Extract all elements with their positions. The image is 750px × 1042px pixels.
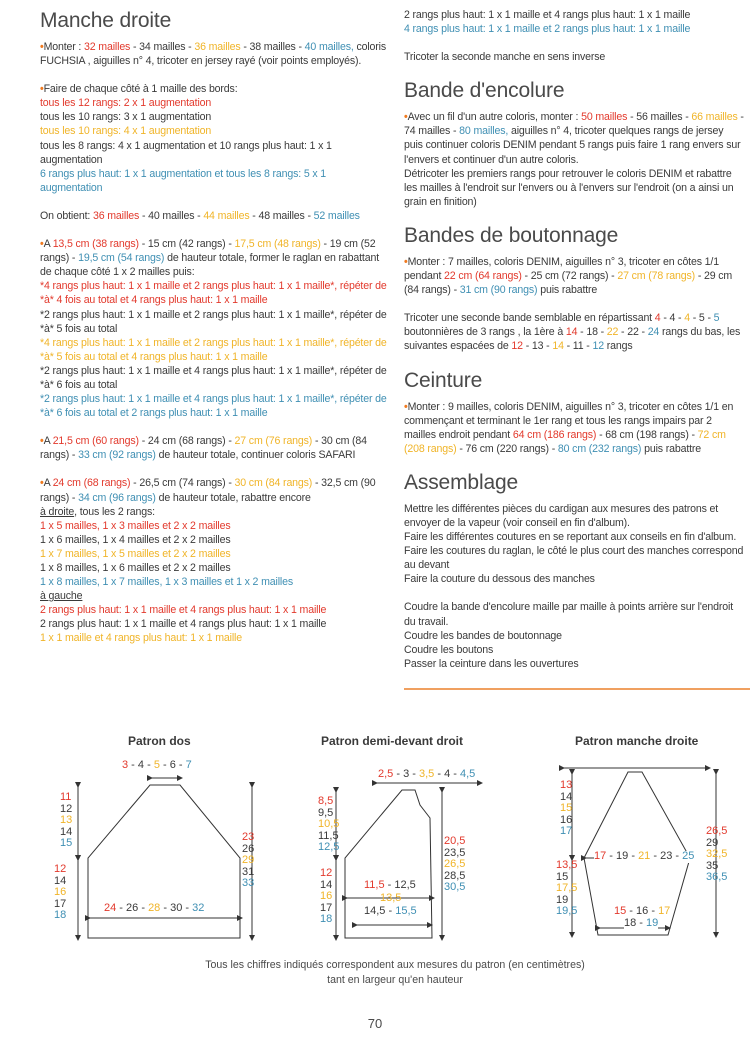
section-title-ceinture: Ceinture	[404, 368, 483, 392]
row-line: tous les 10 rangs: 3 x 1 augmentation	[40, 111, 212, 124]
boutonnage-paragraph: •Monter : 7 mailles, coloris DENIM, aiguilles n° 3, tricoter en côtes 1/1 pendant 22 cm (64 rangs) - 25 cm (72 rangs) - 27 cm (78 rangs) - 29 cm (84 rangs) - 31 cm (90 rangs) puis rabattre	[404, 255, 733, 297]
manche-left2-label: 13,5 15 17,5 19 19,5	[556, 859, 578, 917]
droite-row: 1 x 7 mailles, 1 x 5 mailles et 2 x 2 mailles	[40, 547, 231, 560]
raglan-line: *2 rangs plus haut: 1 x 1 maille et 2 rangs plus haut: 1 x 1 maille*, répéter de *à* 5 fois au total	[40, 308, 387, 335]
manche-right-label: 26,5 29 32,5 35 36,5	[706, 825, 728, 883]
devant-top-label: 2,5 - 3 - 3,5 - 4 - 4,5	[378, 768, 476, 780]
dos-left-label: 11 12 13 14 15	[60, 791, 73, 849]
devant-mid-label-b: 13,5	[380, 892, 402, 904]
monter-paragraph: •Monter : 32 mailles - 34 mailles - 36 mailles - 38 mailles - 40 mailles, coloris FUCHSIA , aiguilles n° 4, tricoter en jersey rayé (voir points employés).	[40, 41, 387, 68]
top-row: 2 rangs plus haut: 1 x 1 maille et 4 rangs plus haut: 1 x 1 maille	[404, 9, 691, 21]
gauche-row: 2 rangs plus haut: 1 x 1 maille et 4 rangs plus haut: 1 x 1 maille	[40, 618, 327, 631]
gauche-row: 2 rangs plus haut: 1 x 1 maille et 4 rangs plus haut: 1 x 1 maille	[40, 604, 327, 617]
section-title-boutonnage: Bandes de boutonnage	[404, 223, 619, 247]
devant-left-label: 8,5 9,5 10,5 11,5 12,5	[318, 795, 340, 853]
agauche-line: à gauche	[40, 590, 83, 603]
assemblage-line: Faire les coutures du raglan, le côté le plus court des manches correspond au devant	[404, 545, 744, 572]
gauche-row: 1 x 1 maille et 4 rangs plus haut: 1 x 1 maille	[40, 632, 242, 645]
boutonnage-paragraph-2: Tricoter une seconde bande semblable en répartissant 4 - 4 - 4 - 5 - 5 boutonnières de 3 rangs , la 1ère à 14 - 18 - 22 - 22 - 24 rangs du bas, les suivantes espacées de 12 - 13 - 14 - 11 - 12 rangs	[404, 312, 741, 353]
assemblage-line: Coudre les bandes de boutonnage	[404, 629, 562, 642]
section-title-assemblage: Assemblage	[404, 470, 519, 494]
assemblage-line: Mettre les différentes pièces du cardigan aux mesures des patrons et envoyer de la vapeur (voir conseil en fin d'album).	[404, 502, 719, 529]
row-line: tous les 12 rangs: 2 x 1 augmentation	[40, 97, 212, 110]
a135-paragraph: •A 13,5 cm (38 rangs) - 15 cm (42 rangs) - 17,5 cm (48 rangs) - 19 cm (52 rangs) - 19,5 cm (54 rangs) de hauteur totale, former le raglan en rabattant de chaque côté 1 x 2 mailles puis:	[40, 238, 379, 279]
dos-left2-label: 12 14 16 17 18	[54, 863, 67, 921]
diagram-title-dos: Patron dos	[128, 734, 191, 748]
footnote: Tous les chiffres indiqués correspondent aux mesures du patron (en centimètres) tant en largeur qu'en hauteur	[205, 959, 585, 986]
faire-line: •Faire de chaque côté à 1 maille des bords:	[40, 83, 238, 96]
seconde-line: Tricoter la seconde manche en sens inverse	[404, 51, 606, 64]
assemblage-line: Faire les différentes coutures en se reportant aux conseils en fin d'album.	[404, 531, 737, 544]
section-title-manche-droite: Manche droite	[40, 9, 172, 32]
top-row: 4 rangs plus haut: 1 x 1 maille et 2 rangs plus haut: 1 x 1 maille	[404, 23, 691, 36]
raglan-line: *2 rangs plus haut: 1 x 1 maille et 4 rangs plus haut: 1 x 1 maille*, répéter de *à* 6 fois au total et 2 rangs plus haut: 1 x 1 maille	[40, 393, 387, 420]
devant-mid-label-c: 14,5 - 15,5	[364, 905, 417, 917]
assemblage-line: Faire la couture du dessous des manches	[404, 573, 595, 586]
dos-right-label: 23 26 29 31 33	[242, 831, 255, 889]
encolure-paragraph-2: Détricoter les premiers rangs pour retrouver le coloris DENIM et rabattre les mailles à l'endroit sur l'envers ou à l'envers sur l'endroit (on a ainsi un grain en finition)	[404, 167, 734, 208]
manche-left-label: 13 14 15 16 17	[560, 779, 573, 837]
dos-top-label: 3 - 4 - 5 - 6 - 7	[122, 759, 192, 771]
devant-mid-label-a: 11,5 - 12,5	[364, 879, 416, 891]
assemblage-line: Passer la ceinture dans les ouvertures	[404, 657, 579, 670]
adroite-line: à droite, tous les 2 rangs:	[40, 505, 155, 518]
droite-row: 1 x 6 mailles, 1 x 4 mailles et 2 x 2 mailles	[40, 533, 231, 546]
raglan-line: *4 rangs plus haut: 1 x 1 maille et 2 rangs plus haut: 1 x 1 maille*, répéter de *à* 5 fois au total et 4 rangs plus haut: 1 x 1 maille	[40, 336, 387, 363]
droite-row: 1 x 8 mailles, 1 x 7 mailles, 1 x 3 mailles et 1 x 2 mailles	[40, 576, 293, 589]
assemblage-line: Coudre la bande d'encolure maille par maille à points arrière sur l'endroit du travail.	[404, 601, 734, 628]
page-number: 70	[367, 1016, 383, 1031]
dos-bottom-label: 24 - 26 - 28 - 30 - 32	[104, 902, 205, 914]
a215-paragraph: •A 21,5 cm (60 rangs) - 24 cm (68 rangs) - 27 cm (76 rangs) - 30 cm (84 rangs) - 33 cm (92 rangs) de hauteur totale, continuer coloris SAFARI	[40, 435, 367, 462]
manche-mid-label: 17 - 19 - 21 - 23 - 25	[594, 850, 695, 862]
devant-right-label: 20,5 23,5 26,5 28,5 30,5	[444, 835, 466, 893]
dos-outline	[88, 785, 240, 938]
manche-bottom-label-a: 15 - 16 - 17	[614, 905, 671, 917]
diagram-title-manche: Patron manche droite	[575, 734, 699, 748]
obtient-line: On obtient: 36 mailles - 40 mailles - 44 mailles - 48 mailles - 52 mailles	[40, 209, 360, 222]
diagram-title-devant: Patron demi-devant droit	[321, 734, 464, 748]
row-line: 6 rangs plus haut: 1 x 1 augmentation et tous les 8 rangs: 5 x 1 augmentation	[40, 167, 327, 194]
ceinture-paragraph: •Monter : 9 mailles, coloris DENIM, aiguilles n° 3, tricoter en côtes 1/1 en commençant et terminant le 1er rang et tous les rangs impairs par 2 mailles endroit pendant 64 cm (186 rangs) - 68 cm (198 rangs) - 72 cm (208 rangs) - 76 cm (220 rangs) - 80 cm (232 rangs) puis rabattre	[404, 400, 734, 455]
droite-row: 1 x 5 mailles, 1 x 3 mailles et 2 x 2 mailles	[40, 519, 231, 532]
devant-left2-label: 12 14 16 17 18	[320, 867, 333, 925]
droite-row: 1 x 8 mailles, 1 x 6 mailles et 2 x 2 mailles	[40, 562, 231, 574]
row-line: tous les 10 rangs: 4 x 1 augmentation	[40, 125, 212, 138]
raglan-line: *2 rangs plus haut: 1 x 1 maille et 4 rangs plus haut: 1 x 1 maille*, répéter de *à* 6 fois au total	[40, 364, 387, 391]
assemblage-line: Coudre les boutons	[404, 643, 494, 656]
section-title-encolure: Bande d'encolure	[404, 79, 565, 103]
row-line: tous les 8 rangs: 4 x 1 augmentation et 10 rangs plus haut: 1 x 1 augmentation	[40, 139, 332, 166]
raglan-line: *4 rangs plus haut: 1 x 1 maille et 2 rangs plus haut: 1 x 1 maille*, répéter de *à* 4 fois au total et 4 rangs plus haut: 1 x 1 maille	[40, 280, 387, 307]
encolure-paragraph: •Avec un fil d'un autre coloris, monter : 50 mailles - 56 mailles - 66 mailles - 74 mailles - 80 mailles, aiguilles n° 4, tricoter quelques rangs de jersey puis continuer coloris DENIM pendant 5 rangs puis faire 1 rang envers sur l'envers et continuer d'un autre coloris.	[404, 111, 744, 166]
a24-paragraph: •A 24 cm (68 rangs) - 26,5 cm (74 rangs) - 30 cm (84 rangs) - 32,5 cm (90 rangs) - 34 cm (96 rangs) de hauteur totale, rabattre encore	[40, 477, 376, 504]
manche-bottom-label-b: 18 - 19	[624, 917, 659, 929]
